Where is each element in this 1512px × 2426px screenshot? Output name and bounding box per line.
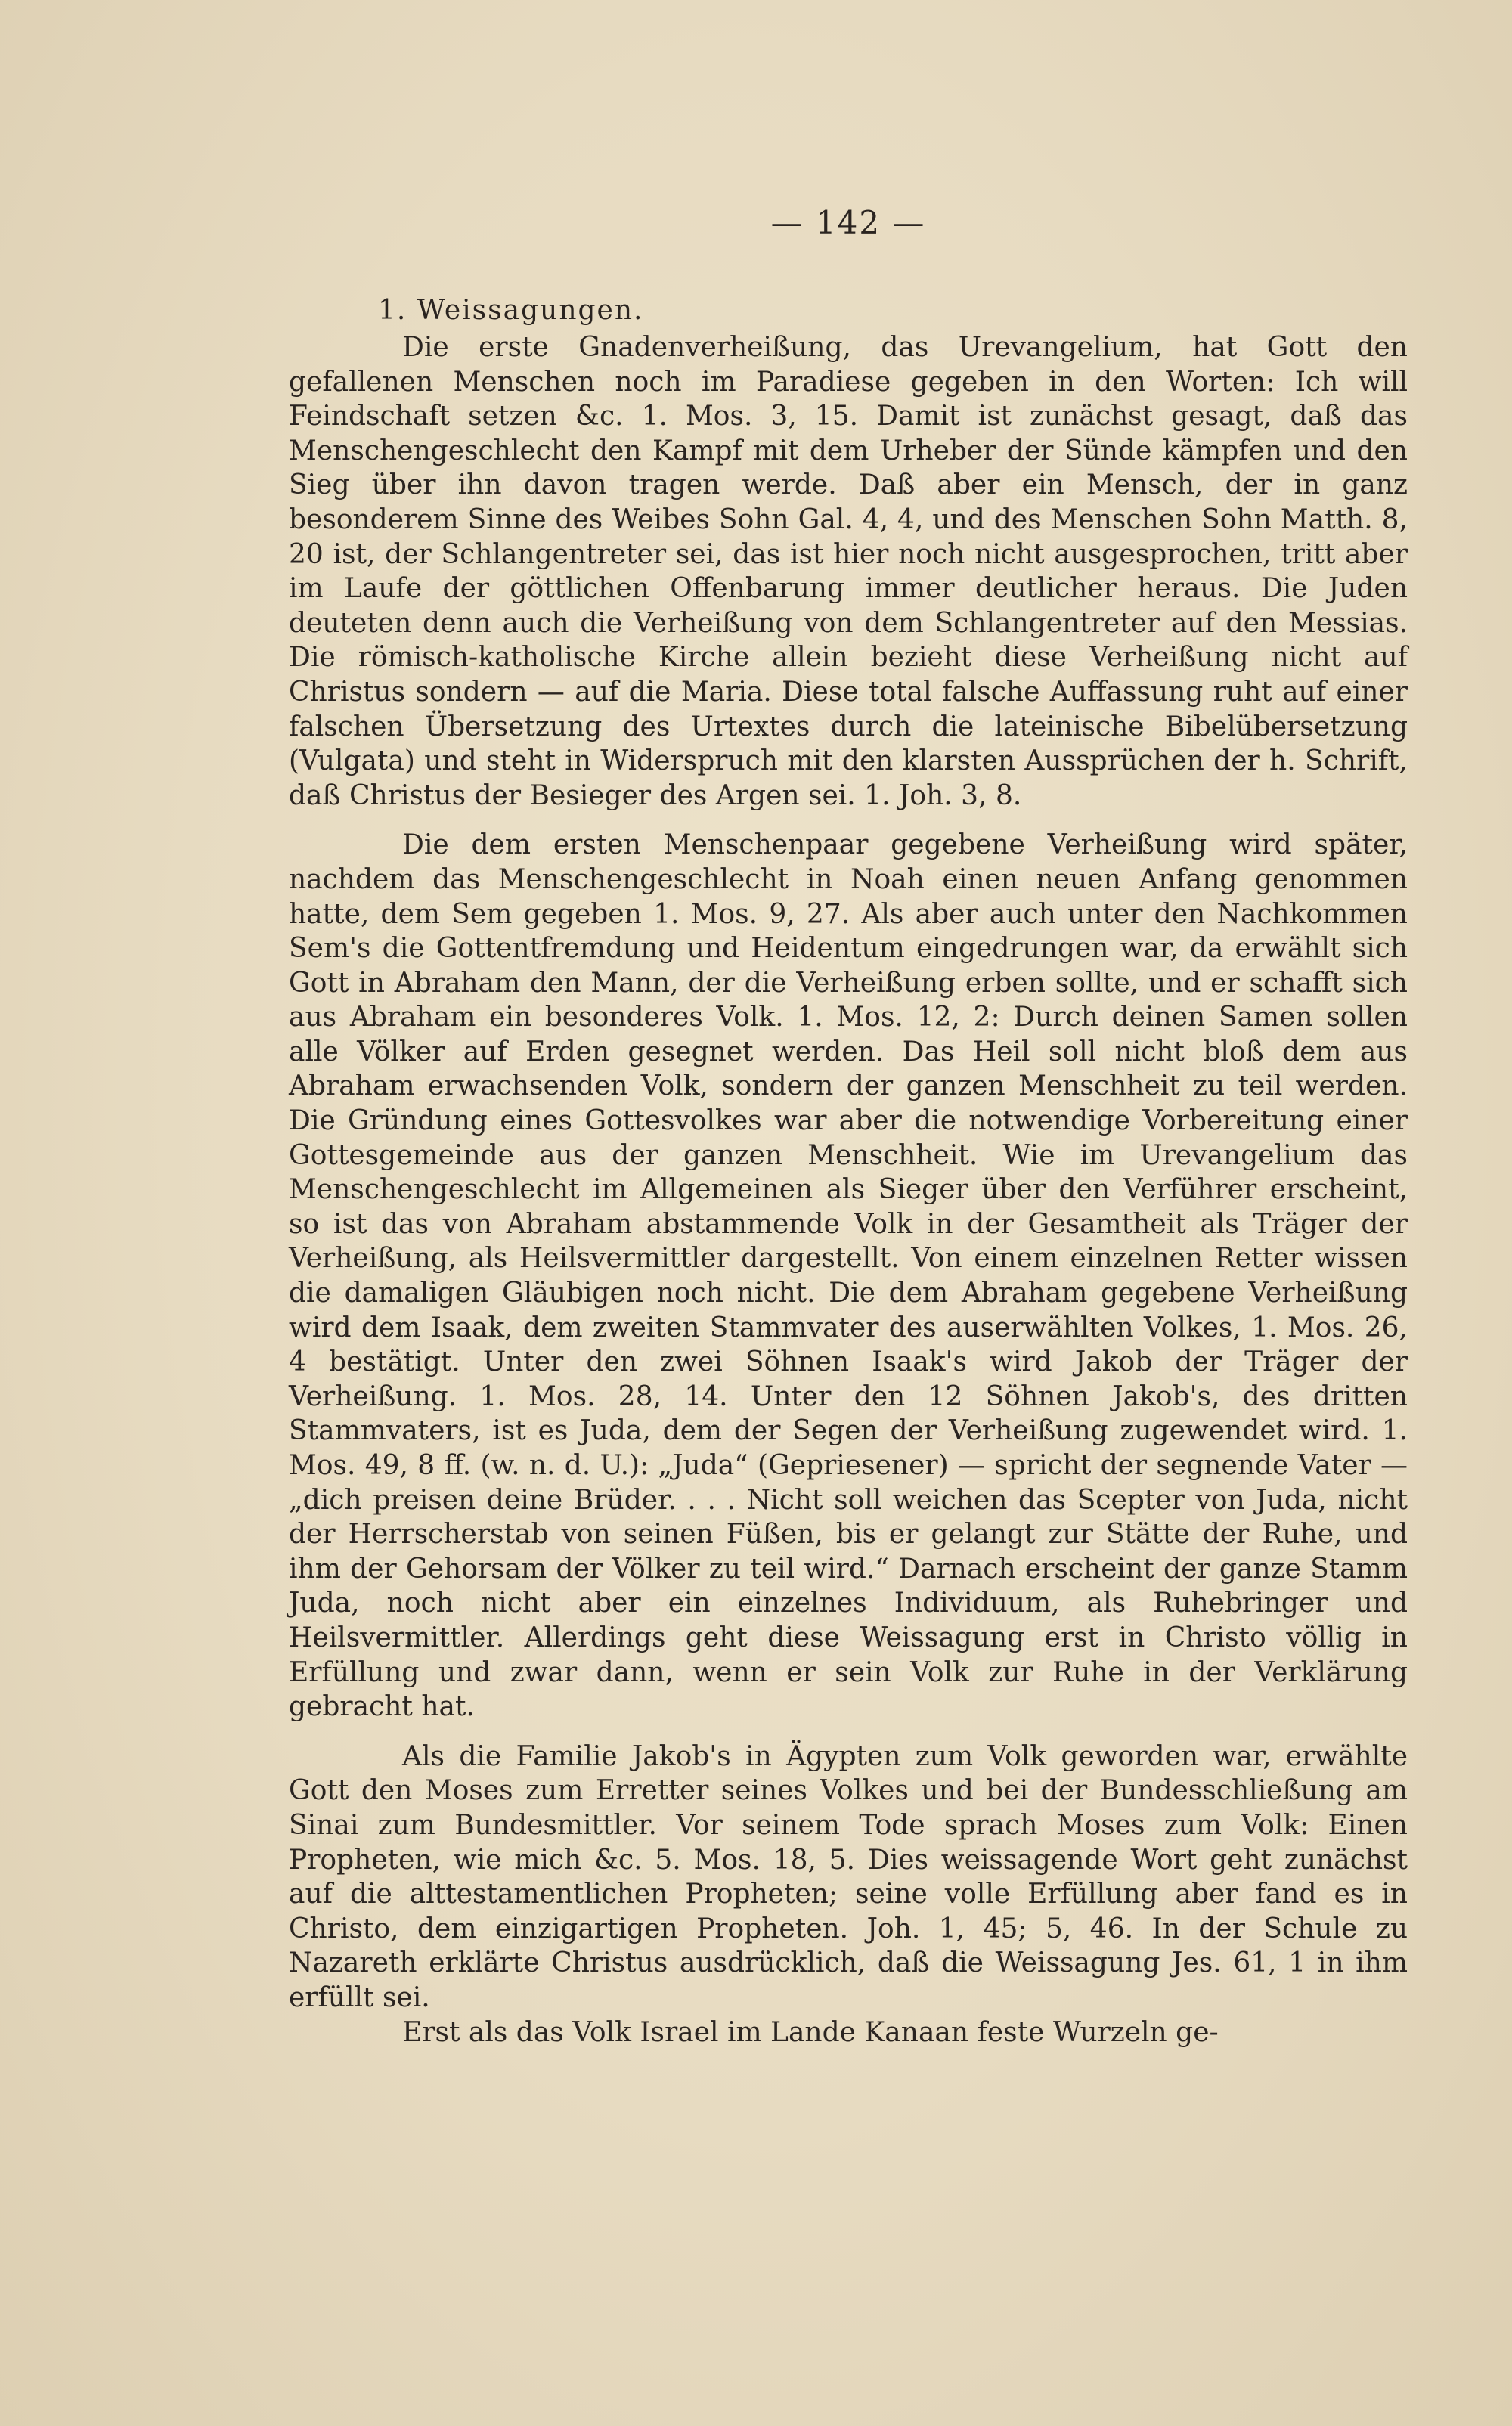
paragraph-urevangelium: Die erste Gnadenverheißung, das Urevangelium, hat Gott den gefallenen Menschen noch im Paradiese gegeben in den Worten: Ich will Feindschaft setzen &c. 1. Mos. 3, 15. Damit ist zunächst gesagt, daß das Menschengeschlecht den Kampf mit dem Urheber der Sünde kämpfen und den Sieg über ihn davon tragen werde. Daß aber ein Mensch, der in ganz besonderem Sinne des Weibes Sohn Gal. 4, 4, und des Menschen Sohn Matth. 8, 20 ist, der Schlangentreter sei, das ist hier noch nicht ausgesprochen, tritt aber im Laufe der göttlichen Offenbarung immer deutlicher heraus. Die Juden deuteten denn auch die Verheißung von dem Schlangentreter auf den Messias. Die römisch-katholische Kirche allein bezieht diese Verheißung nicht auf Christus sondern — auf die Maria. Diese total falsche Auffassung ruht auf einer falschen Übersetzung des Urtextes durch die lateinische Bibelübersetzung (Vulgata) und steht in Widerspruch mit den klarsten Aussprüchen der h. Schrift, daß Christus der Besieger des Argen sei. 1. Joh. 3, 8. xyxy=(289,332,1408,811)
page-number: — 142 — xyxy=(770,204,926,241)
paragraph-kanaan: Erst als das Volk Israel im Lande Kanaan feste Wurzeln ge- xyxy=(402,2016,1219,2048)
paragraph-moses: Als die Familie Jakob's in Ägypten zum Volk geworden war, erwählte Gott den Moses zum Erretter seines Volkes und bei der Bundesschließung am Sinai zum Bundesmittler. Vor seinem Tode sprach Moses zum Volk: Einen Propheten, wie mich &c. 5. Mos. 18, 5. Dies weissagende Wort geht zunächst auf die alttestamentlichen Propheten; seine volle Erfüllung aber fand es in Christo, dem einzigartigen Propheten. Joh. 1, 45; 5, 46. In der Schule zu Nazareth erklärte Christus ausdrücklich, daß die Weissagung Jes. 61, 1 in ihm erfüllt sei. xyxy=(289,1740,1408,2013)
page-text xyxy=(289,193,1408,2050)
section-heading: 1. Weissagungen. xyxy=(378,295,644,326)
paragraph-abraham-juda: Die dem ersten Menschenpaar gegebene Verheißung wird später, nachdem das Menschengeschlecht in Noah einen neuen Anfang genommen hatte, dem Sem gegeben 1. Mos. 9, 27. Als aber auch unter den Nachkommen Sem's die Gottentfremdung und Heidentum eingedrungen war, da erwählt sich Gott in Abraham den Mann, der die Verheißung erben sollte, und er schafft sich aus Abraham ein besonderes Volk. 1. Mos. 12, 2: Durch deinen Samen sollen alle Völker auf Erden gesegnet werden. Das Heil soll nicht bloß dem aus Abraham erwachsenden Volk, sondern der ganzen Menschheit zu teil werden. Die Gründung eines Gottesvolkes war aber die notwendige Vorbereitung einer Gottesgemeinde aus der ganzen Menschheit. Wie im Urevangelium das Menschengeschlecht im Allgemeinen als Sieger über den Verführer erscheint, so ist das von Abraham abstammende Volk in der Gesamtheit als Träger der Verheißung, als Heilsvermittler dargestellt. Von einem einzelnen Retter wissen die damaligen Gläubigen noch nicht. Die dem Abraham gegebene Verheißung wird dem Isaak, dem zweiten Stammvater des auserwählten Volkes, 1. Mos. 26, 4 bestätigt. Unter den zwei Söhnen Isaak's wird Jakob der Träger der Verheißung. 1. Mos. 28, 14. Unter den 12 Söhnen Jakob's, des dritten Stammvaters, ist es Juda, dem der Segen der Verheißung zugewendet wird. 1. Mos. 49, 8 ff. (w. n. d. U.): „Juda“ (Gepriesener) — spricht der segnende Vater — „dich preisen deine Brüder. . . . Nicht soll weichen das Scepter von Juda, nicht der Herrscherstab von seinen Füßen, bis er gelangt zur Stätte der Ruhe, und ihm der Gehorsam der Völker zu teil wird.“ Darnach erscheint der ganze Stamm Juda, noch nicht aber ein einzelnes Individuum, als Ruhebringer und Heilsvermittler. Allerdings geht diese Weissagung erst in Christo völlig in Erfüllung und zwar dann, wenn er sein Volk zur Ruhe in der Verklärung gebracht hat. xyxy=(289,829,1408,1723)
